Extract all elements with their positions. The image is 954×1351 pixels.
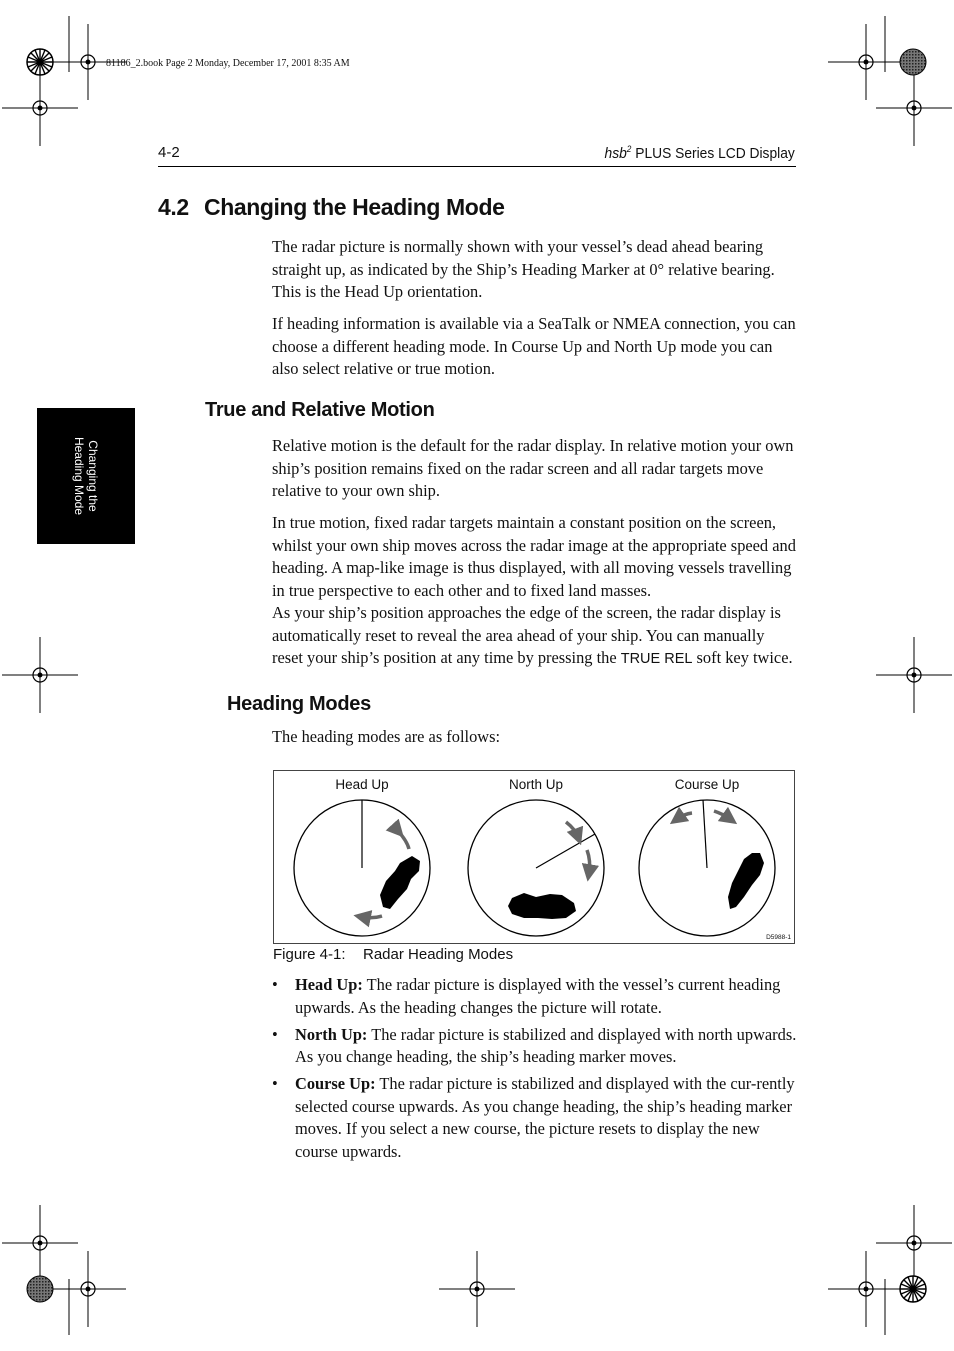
dithered-target-icon xyxy=(900,49,926,75)
figure-caption-text: Radar Heading Modes xyxy=(363,946,514,963)
list-item xyxy=(272,1073,797,1163)
mode-term: North Up: xyxy=(295,1024,368,1044)
heading-modes-list xyxy=(272,974,797,1168)
mode-term: Course Up: xyxy=(295,1074,376,1093)
print-info-line: 81186_2.book Page 2 Monday, December 17, 2001 8:35 AM xyxy=(106,58,350,69)
bullet-icon: • xyxy=(272,1024,278,1044)
motion-text: As your ship’s position approaches the edge of the screen, the radar display is automatically reset to reveal the area ahead of your ship. You can manually reset your ship’s position at any time by pressing the xyxy=(272,603,781,667)
figure-caption-label: Figure 4-1: xyxy=(273,946,346,963)
north-up-label: North Up xyxy=(508,777,564,792)
course-up-label: Course Up xyxy=(674,777,740,792)
intro-paragraph: The radar picture is normally shown with your vessel’s dead ahead bearing straight up, as indicated by the Ship’s Heading Marker at 0° relative bearing. This is the Head Up orientation. xyxy=(272,237,775,301)
header-rule xyxy=(158,166,796,167)
figure-caption xyxy=(273,946,513,963)
motion-paragraph: Relative motion is the default for the radar display. In relative motion your own ship’s position remains fixed on the radar screen and all radar targets move relative to your own ship. xyxy=(272,436,794,500)
dithered-target-icon xyxy=(27,1276,53,1302)
list-item xyxy=(272,974,797,1019)
heading-modes-intro: The heading modes are as follows: xyxy=(272,727,501,746)
radar-diagrams xyxy=(274,771,794,943)
radar-heading-modes-figure xyxy=(273,770,795,944)
corner-crosshair-icon xyxy=(50,1251,126,1327)
section-number: 4.2 xyxy=(158,194,189,220)
corner-crosshair-icon xyxy=(2,70,78,146)
bottom-crosshair-icon xyxy=(439,1251,515,1327)
course-up-radar-icon xyxy=(639,800,775,936)
corner-crosshair-icon xyxy=(876,70,952,146)
motion-paragraph: In true motion, fixed radar targets maintain a constant position on the screen, whilst your own ship moves across the radar image at the appropriate speed and heading. A map-like image is thus displayed, with all moving vessels travelling in true perspective to each other and to fixed land masses. xyxy=(272,513,796,600)
section-title: Changing the Heading Mode xyxy=(204,194,505,220)
bullet-icon: • xyxy=(272,1074,278,1093)
corner-crosshair-icon xyxy=(2,1205,78,1281)
soft-key-name: TRUE REL xyxy=(620,651,693,667)
head-up-label: Head Up xyxy=(335,777,389,792)
mode-description: The radar picture is displayed with the vessel’s current heading upwards. As the heading changes the picture will rotate. xyxy=(295,975,781,1017)
list-item xyxy=(272,1024,797,1069)
page-number: 4-2 xyxy=(158,144,180,161)
figure-id: D5988-1 xyxy=(766,934,791,941)
side-crosshair-icon xyxy=(876,637,952,713)
product-prefix: hsb xyxy=(604,145,628,162)
motion-text: soft key twice. xyxy=(692,648,793,667)
heading-modes-heading: Heading Modes xyxy=(227,693,371,715)
product-name: PLUS Series LCD Display xyxy=(631,145,795,162)
corner-crosshair-icon xyxy=(828,24,904,100)
mode-term: Head Up: xyxy=(295,975,363,994)
side-tab-line-1: Changing the xyxy=(86,440,100,512)
side-tab-label xyxy=(72,408,100,544)
star-target-icon xyxy=(27,49,53,75)
side-tab-line-2: Heading Mode xyxy=(72,436,86,516)
mode-description: The radar picture is stabilized and displayed with the cur-rently selected course upwards. As you change heading, the ship’s heading marker moves. If you select a new course, the picture resets to display the new course upwards. xyxy=(295,1074,795,1161)
head-up-radar-icon xyxy=(294,800,430,936)
corner-crosshair-icon xyxy=(828,1251,904,1327)
chapter-side-tab xyxy=(37,408,135,544)
motion-heading: True and Relative Motion xyxy=(205,399,435,421)
section-heading xyxy=(158,194,505,221)
running-header xyxy=(605,144,795,162)
mode-description: The radar picture is stabilized and displayed with north upwards. As you change heading, the ship’s heading marker moves. xyxy=(295,1024,797,1066)
corner-crosshair-icon xyxy=(876,1205,952,1281)
product-superscript: 2 xyxy=(627,144,632,154)
north-up-radar-icon xyxy=(468,800,604,936)
star-target-icon xyxy=(900,1276,926,1302)
bullet-icon: • xyxy=(272,975,278,994)
side-crosshair-icon xyxy=(2,637,78,713)
motion-paragraph xyxy=(272,602,797,671)
intro-paragraph: If heading information is available via a SeaTalk or NMEA connection, you can choose a different heading mode. In Course Up and North Up mode you can also select relative or true motion. xyxy=(272,314,796,378)
